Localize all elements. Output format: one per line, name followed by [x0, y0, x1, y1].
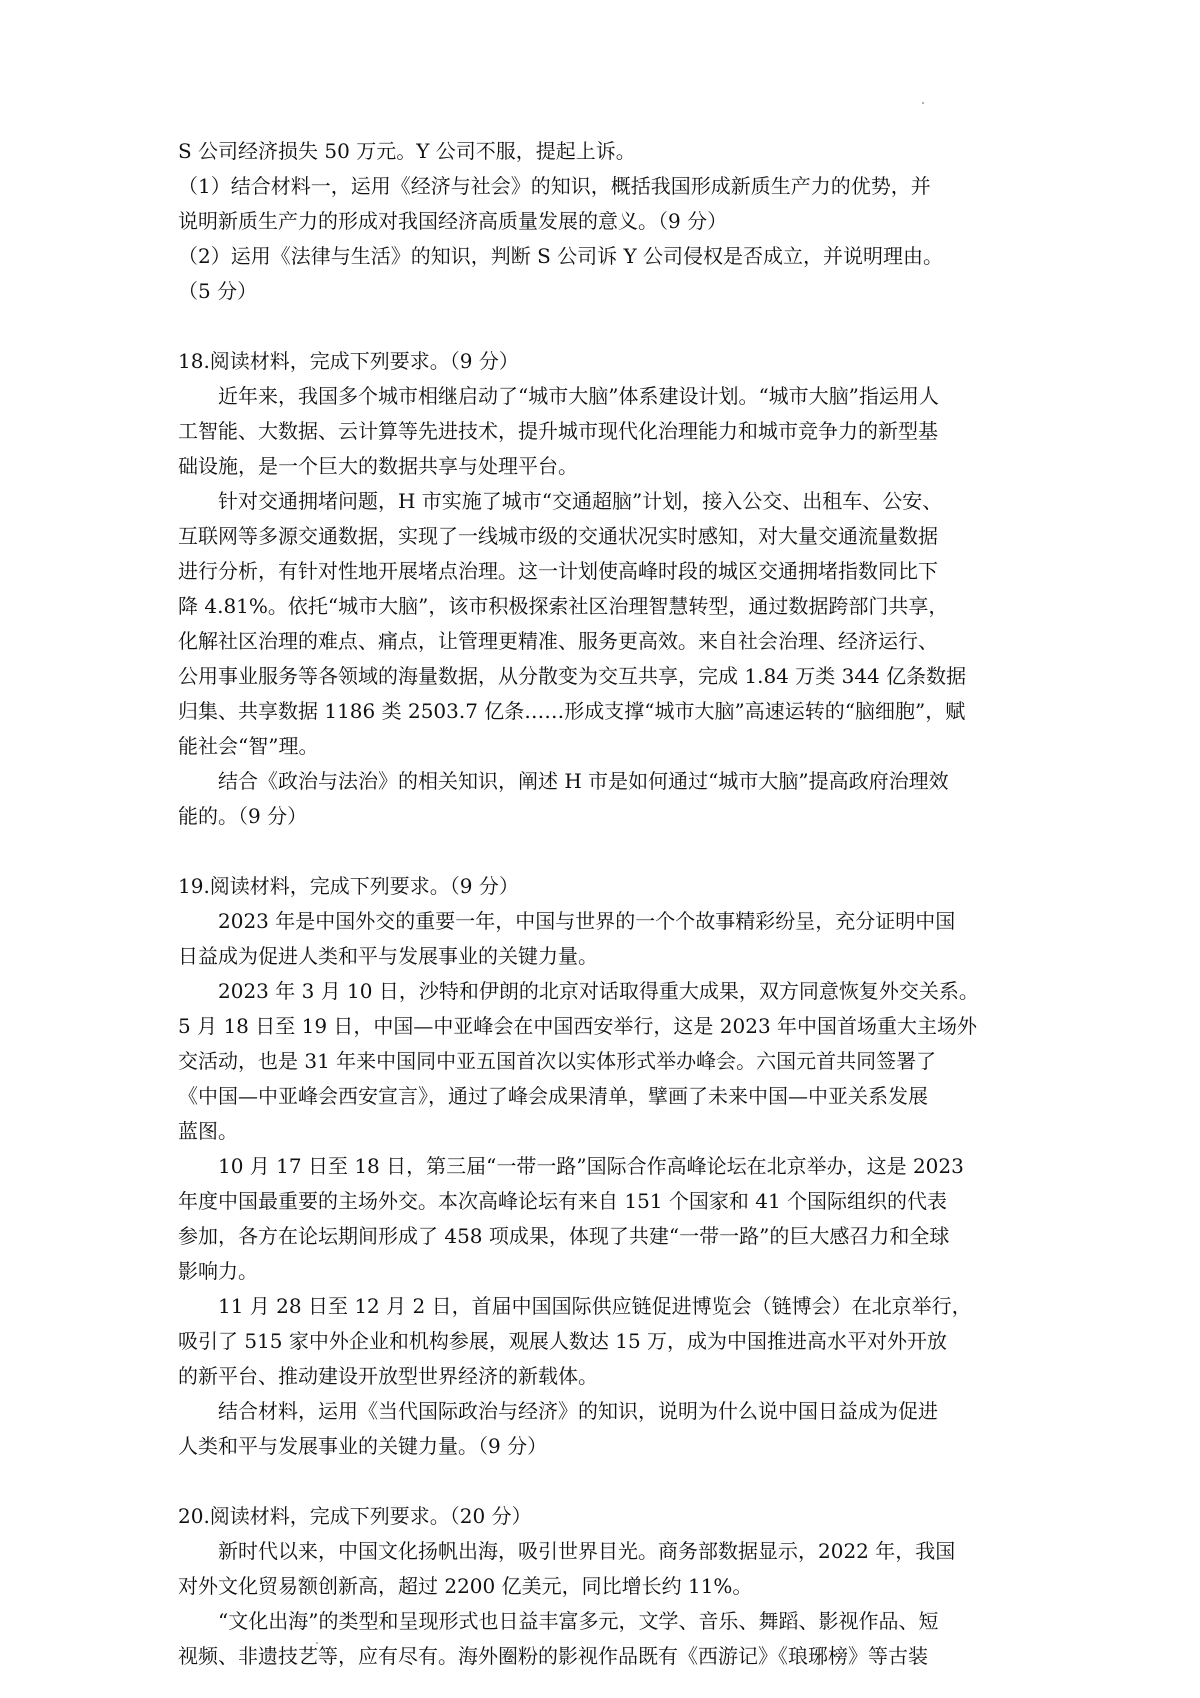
- text-line: 交活动，也是 31 年来中国同中亚五国首次以实体形式举办峰会。六国元首共同签署了: [178, 1049, 937, 1073]
- text-line: 能社会“智”理。: [178, 734, 319, 758]
- text-line: 《中国—中亚峰会西安宣言》，通过了峰会成果清单，擘画了未来中国—中亚关系发展: [178, 1084, 928, 1108]
- text-line: 结合材料，运用《当代国际政治与经济》的知识，说明为什么说中国日益成为促进: [218, 1399, 938, 1423]
- text-line: 11 月 28 日至 12 月 2 日，首届中国国际供应链促进博览会（链博会）在北京举行，: [218, 1294, 972, 1318]
- text-line: （5 分）: [178, 279, 258, 303]
- text-line: 新时代以来，中国文化扬帆出海，吸引世界目光。商务部数据显示，2022 年，我国: [218, 1539, 956, 1563]
- text-line: 结合《政治与法治》的相关知识，阐述 H 市是如何通过“城市大脑”提高政府治理效: [218, 769, 949, 793]
- text-line: 2023 年是中国外交的重要一年，中国与世界的一个个故事精彩纷呈，充分证明中国: [218, 909, 956, 933]
- text-line: 10 月 17 日至 18 日，第三届“一带一路”国际合作高峰论坛在北京举办，这是 2023: [218, 1154, 964, 1178]
- text-line: 归集、共享数据 1186 类 2503.7 亿条……形成支撑“城市大脑”高速运转的“脑细胞”，赋: [178, 699, 966, 723]
- text-line: 吸引了 515 家中外企业和机构参展，观展人数达 15 万，成为中国推进高水平对外开放: [178, 1329, 948, 1353]
- text-line: 参加，各方在论坛期间形成了 458 项成果，体现了共建“一带一路”的巨大感召力和全球: [178, 1224, 950, 1248]
- text-line: 蓝图。: [178, 1119, 238, 1143]
- spacer: [178, 1464, 1040, 1499]
- text-line: 近年来，我国多个城市相继启动了“城市大脑”体系建设计划。“城市大脑”指运用人: [218, 384, 939, 408]
- question-heading: 18.阅读材料，完成下列要求。（9 分）: [178, 349, 519, 373]
- text-line: 说明新质生产力的形成对我国经济高质量发展的意义。（9 分）: [178, 209, 728, 233]
- text-line: 工智能、大数据、云计算等先进技术，提升城市现代化治理能力和城市竞争力的新型基: [178, 419, 938, 443]
- question-20: [178, 1499, 1040, 1674]
- text-line: “文化出海”的类型和呈现形式也日益丰富多元，文学、音乐、舞蹈、影视作品、短: [218, 1609, 939, 1633]
- scan-speck: [922, 102, 924, 104]
- text-line: 能的。（9 分）: [178, 804, 308, 828]
- text-line: （1）结合材料一，运用《经济与社会》的知识，概括我国形成新质生产力的优势，并: [178, 174, 931, 198]
- question-19: [178, 869, 1040, 1464]
- text-line: 化解社区治理的难点、痛点，让管理更精准、服务更高效。来自社会治理、经济运行、: [178, 629, 938, 653]
- spacer: [178, 834, 1040, 869]
- question-18: [178, 344, 1040, 834]
- document-body: [178, 134, 1040, 1674]
- text-line: 5 月 18 日至 19 日，中国—中亚峰会在中国西安举行，这是 2023 年中国首场重大主场外: [178, 1014, 978, 1038]
- text-line: 进行分析，有针对性地开展堵点治理。这一计划使高峰时段的城区交通拥堵指数同比下: [178, 559, 938, 583]
- spacer: [178, 309, 1040, 344]
- text-line: 2023 年 3 月 10 日，沙特和伊朗的北京对话取得重大成果，双方同意恢复外交关系。: [218, 979, 979, 1003]
- previous-question-continuation: [178, 134, 1040, 309]
- text-line: 的新平台、推动建设开放型世界经济的新载体。: [178, 1364, 598, 1388]
- text-line: 互联网等多源交通数据，实现了一线城市级的交通状况实时感知，对大量交通流量数据: [178, 524, 938, 548]
- text-line: 影响力。: [178, 1259, 258, 1283]
- text-line: 础设施，是一个巨大的数据共享与处理平台。: [178, 454, 578, 478]
- text-line: 公用事业服务等各领域的海量数据，从分散变为交互共享，完成 1.84 万类 344 亿条数据: [178, 664, 967, 688]
- text-line: 降 4.81%。依托“城市大脑”，该市积极探索社区治理智慧转型，通过数据跨部门共享，: [178, 594, 949, 618]
- question-heading: 20.阅读材料，完成下列要求。（20 分）: [178, 1504, 532, 1528]
- text-line: 日益成为促进人类和平与发展事业的关键力量。: [178, 944, 598, 968]
- text-line: 针对交通拥堵问题，H 市实施了城市“交通超脑”计划，接入公交、出租车、公安、: [218, 489, 943, 513]
- text-line: 视频、非遗技艺等，应有尽有。海外圈粉的影视作品既有《西游记》《琅琊榜》等古装: [178, 1644, 928, 1668]
- text-line: S 公司经济损失 50 万元。Y 公司不服，提起上诉。: [178, 139, 636, 163]
- text-line: （2）运用《法律与生活》的知识，判断 S 公司诉 Y 公司侵权是否成立，并说明理由。: [178, 244, 944, 268]
- text-line: 年度中国最重要的主场外交。本次高峰论坛有来自 151 个国家和 41 个国际组织的代表: [178, 1189, 948, 1213]
- text-line: 人类和平与发展事业的关键力量。（9 分）: [178, 1434, 548, 1458]
- text-line: 对外文化贸易额创新高，超过 2200 亿美元，同比增长约 11%。: [178, 1574, 753, 1598]
- question-heading: 19.阅读材料，完成下列要求。（9 分）: [178, 874, 519, 898]
